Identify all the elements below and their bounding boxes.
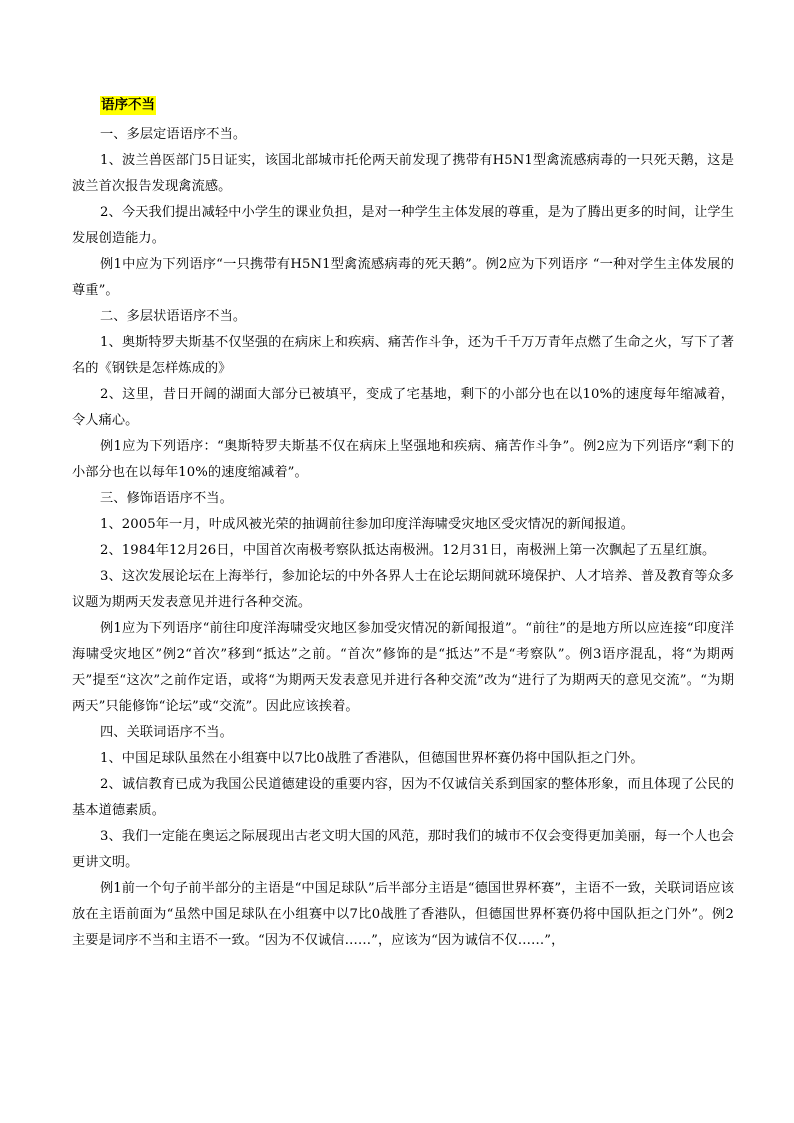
example-2-1: 1、奥斯特罗夫斯基不仅坚强的在病床上和疾病、痛苦作斗争，还为千千万万青年点燃了生命之火，写下了著名的《钢铁是怎样炼成的》 — [72, 335, 734, 376]
example-3-2: 2、1984年12月26日，中国首次南极考察队抵达南极洲。12月31日，南极洲上第一次飘起了五星红旗。 — [100, 543, 716, 558]
example-4-2: 2、诚信教育已成为我国公民道德建设的重要内容，因为不仅诚信关系到国家的整体形象，而且体现了公民的基本道德素质。 — [72, 777, 734, 818]
title-line — [100, 92, 734, 116]
document-body — [72, 92, 734, 954]
example-3-1: 1、2005年一月，叶成风被光荣的抽调前往参加印度洋海啸受灾地区受灾情况的新闻报道。 — [100, 517, 635, 532]
heading-4: 四、关联词语序不当。 — [100, 725, 233, 740]
example-1-1: 1、波兰兽医部门5日证实，该国北部城市托伦两天前发现了携带有H5N1型禽流感病毒的一只死天鹅，这是波兰首次报告发现禽流感。 — [72, 153, 734, 194]
heading-3: 三、修饰语语序不当。 — [100, 491, 233, 506]
example-4-1: 1、中国足球队虽然在小组赛中以7比0战胜了香港队，但德国世界杯赛仍将中国队拒之门外。 — [100, 751, 644, 766]
explanation-2: 例1应为下列语序：“奥斯特罗夫斯基不仅在病床上坚强地和疾病、痛苦作斗争”。例2应为下列语序“剩下的小部分也在以每年10%的速度缩减着”。 — [72, 439, 734, 480]
heading-2: 二、多层状语语序不当。 — [100, 309, 247, 324]
explanation-4: 例1前一个句子前半部分的主语是“中国足球队”后半部分主语是“德国世界杯赛”，主语不一致，关联词语应该放在主语前面为“虽然中国足球队在小组赛中以7比0战胜了香港队，但德国世界杯赛仍将中国队拒之门外”。例2主要是词序不当和主语不一致。“因为不仅诚信……”，应该为“因为诚信不仅……”， — [72, 881, 734, 948]
example-1-2: 2、今天我们提出减轻中小学生的课业负担，是对一种学生主体发展的尊重，是为了腾出更多的时间，让学生发展创造能力。 — [72, 205, 734, 246]
explanation-3: 例1应为下列语序“前往印度洋海啸受灾地区参加受灾情况的新闻报道”。“前往”的是地方所以应连接“印度洋海啸受灾地区”例2“首次”移到“抵达”之前。“首次”修饰的是“抵达”不是“考察队”。例3语序混乱，将“为期两天”提至“这次”之前作定语，或将“为期两天发表意见并进行各种交流”改为“进行了为期两天的意见交流”。“为期两天”只能修饰“论坛”或“交流”。因此应该挨着。 — [72, 621, 734, 714]
explanation-1: 例1中应为下列语序“一只携带有H5N1型禽流感病毒的死天鹅”。例2应为下列语序 “一种对学生主体发展的尊重”。 — [72, 257, 734, 298]
example-3-3: 3、这次发展论坛在上海举行，参加论坛的中外各界人士在论坛期间就环境保护、人才培养、普及教育等众多议题为期两天发表意见并进行各种交流。 — [72, 569, 734, 610]
example-4-3: 3、我们一定能在奥运之际展现出古老文明大国的风范，那时我们的城市不仅会变得更加美丽，每一个人也会更讲文明。 — [72, 829, 734, 870]
heading-1: 一、多层定语语序不当。 — [100, 127, 247, 142]
example-2-2: 2、这里，昔日开阔的湖面大部分已被填平，变成了宅基地，剩下的小部分也在以10%的速度每年缩减着，令人痛心。 — [72, 387, 734, 428]
section-title: 语序不当 — [101, 97, 155, 113]
